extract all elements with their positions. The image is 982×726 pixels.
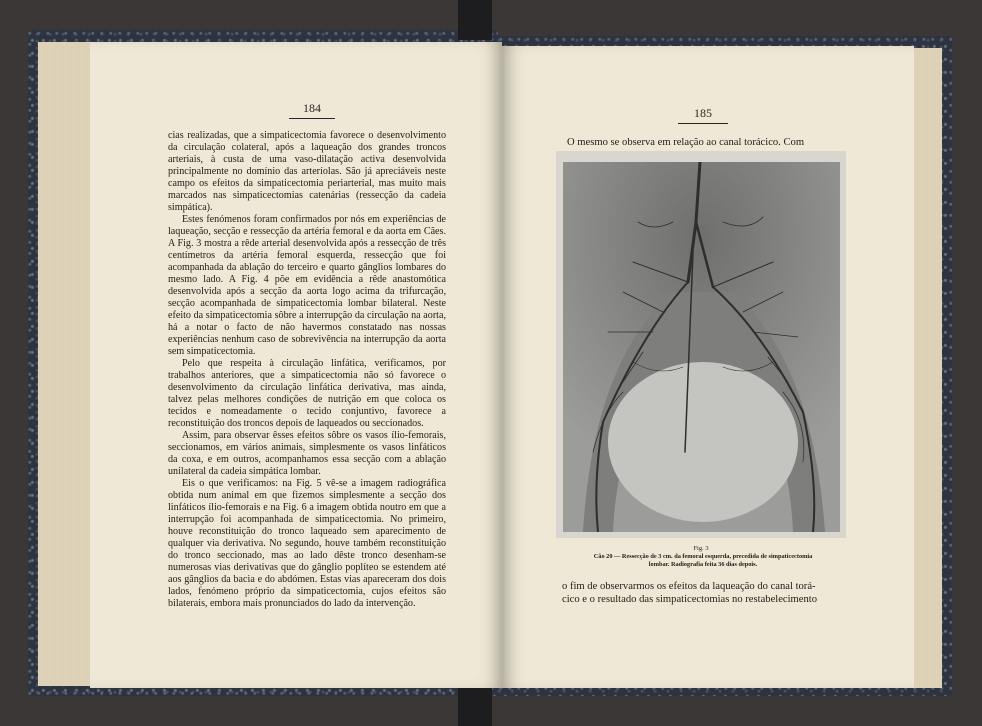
right-page-number-text: 185 — [694, 106, 712, 120]
radiograph-image — [563, 162, 840, 532]
book-spine-bottom — [458, 688, 492, 726]
figure-label: Fig. 3 — [693, 545, 709, 552]
right-page-number — [678, 106, 728, 124]
page-edges-right — [912, 48, 942, 688]
paragraph: Eis o que verificamos: na Fig. 5 vê-se a imagem radiográfica obtida num animal em que fizemos simplesmente a secção dos linfáticos ílio-femorais e na Fig. 6 a imagem obtida noutro em que a interrupção foi acompanhada de simpaticectomia. No primeiro, houve reconstituição do tronco laqueado sem aparecimento de qualquer via derivativa. No segundo, houve também reconstituição do tronco seccionado, mas ao lado dêste tronco desenham-se numerosas vias derivativas que do gânglio poplíteo se estendem até aos gânglios da bacia e do abdómen. Estas vias apareceram dos dois lados, fenómeno próprio da simpaticectomia, cujos efeitos são bilaterais, embora mais pronunciados do lado da intervenção. — [168, 478, 446, 609]
left-page-number-text: 184 — [303, 101, 321, 115]
text-line: o fim de observarmos os efeitos da laqueação do canal torá- — [562, 581, 816, 592]
left-page-number-rule — [289, 118, 335, 119]
figure-caption-line: Cão 20 — Ressecção de 3 cm. da femoral esquerda, precedida de simpaticectomia — [593, 553, 813, 560]
text-line: cico e o resultado das simpaticectomias no restabelecimento — [562, 594, 818, 605]
paragraph: Estes fenómenos foram confirmados por nós em experiências de laqueação, secção e ressecção da artéria femoral e da aorta em Cães. A Fig. 3 mostra a rêde arterial desenvolvida após a ressecção de três centímetros da artéria femoral esquerda, ressecção que foi acompanhada da ablação do terceiro e quarto gânglios lombares do mesmo lado. A Fig. 4 põe em evidência a rêde anastomótica desenvolvida após a secção da aorta logo acima da trifurcação, secção acompanhada de simpaticectomia lombar bilateral. Neste efeito da simpaticectomia sôbre a interrupção da circulação na aorta, há a notar o facto de não havermos constatado nas nossas experiências nenhum caso de sobrevivência na interrupção da aorta sem simpaticectomia. — [168, 214, 446, 357]
paragraph: cias realizadas, que a simpaticectomia favorece o desenvolvimento da circulação colateral, após a laqueação dos grandes troncos arteriais, à custa de uma vaso-dilatação activa desenvolvida principalmente no domínio das arteríolas. São já apreciáveis neste campo os efeitos da simpaticectomia periarterial, mas muito mais marcados nas simpaticectomias catenárias (ressecção da cadeia simpática). — [168, 130, 446, 213]
book-spine-top — [458, 0, 492, 40]
paragraph: Assim, para observar êsses efeitos sôbre os vasos ílio-femorais, seccionamos, em vários animais, simplesmente os vasos linfáticos da coxa, e em outros, acompanhamos essa secção com a ablação unilateral da cadeia simpática lombar. — [168, 430, 446, 477]
page-edges-left — [38, 42, 96, 686]
figure-caption — [560, 553, 846, 569]
figure-caption-line: lombar. Radiografia feita 36 dias depois. — [648, 561, 758, 568]
left-page-body — [168, 130, 446, 610]
paragraph: Pelo que respeita à circulação linfática, verificamos, por trabalhos anteriores, que a simpaticectomia não só favorece o desenvolvimento da circulação linfática derivativa, mas ainda, talvez pelas melhores condições de nutrição em que coloca os tecidos e nomeadamente o tecido conjuntivo, favorece a reconstituição dos troncos depois de laqueados ou seccionados. — [168, 358, 446, 429]
right-page-top-line: O mesmo se observa em relação ao canal torácico. Com — [567, 137, 805, 148]
right-page-number-rule — [678, 123, 728, 124]
left-page-number — [289, 101, 335, 119]
right-page-bottom-text — [562, 580, 847, 606]
